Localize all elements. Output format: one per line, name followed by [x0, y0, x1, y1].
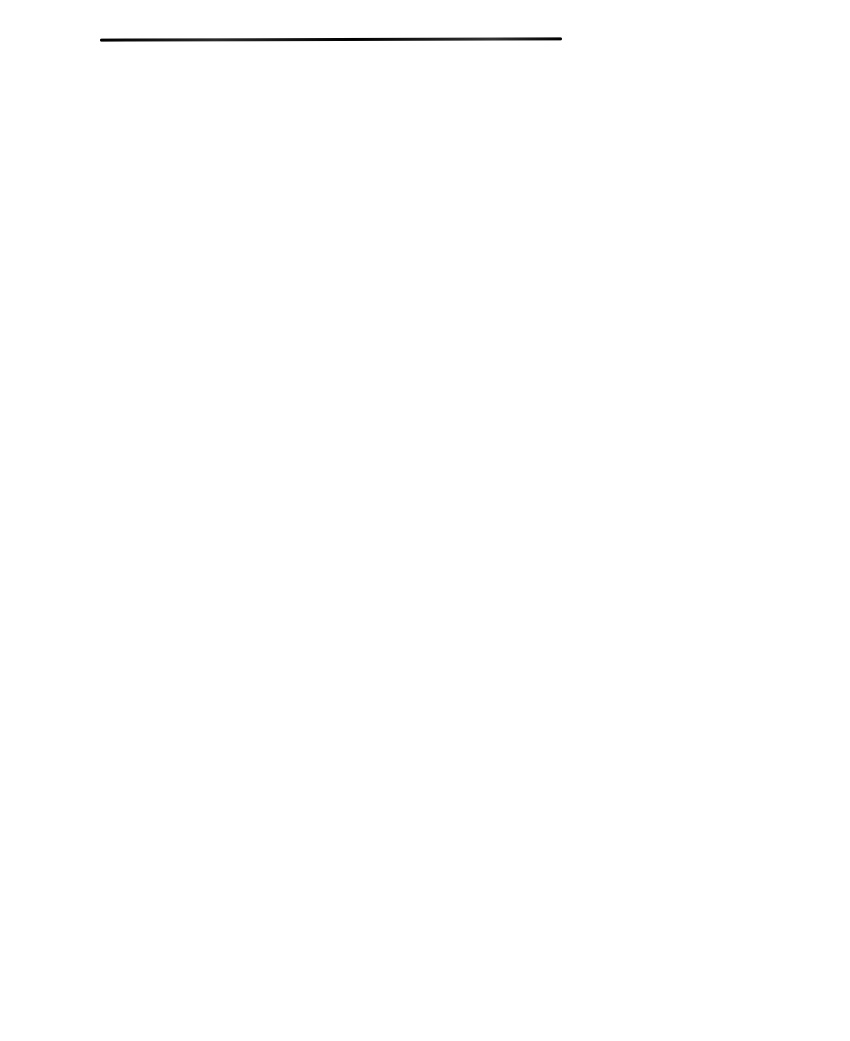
top-horizontal-rule: [100, 37, 562, 41]
document-body: [175, 136, 717, 168]
